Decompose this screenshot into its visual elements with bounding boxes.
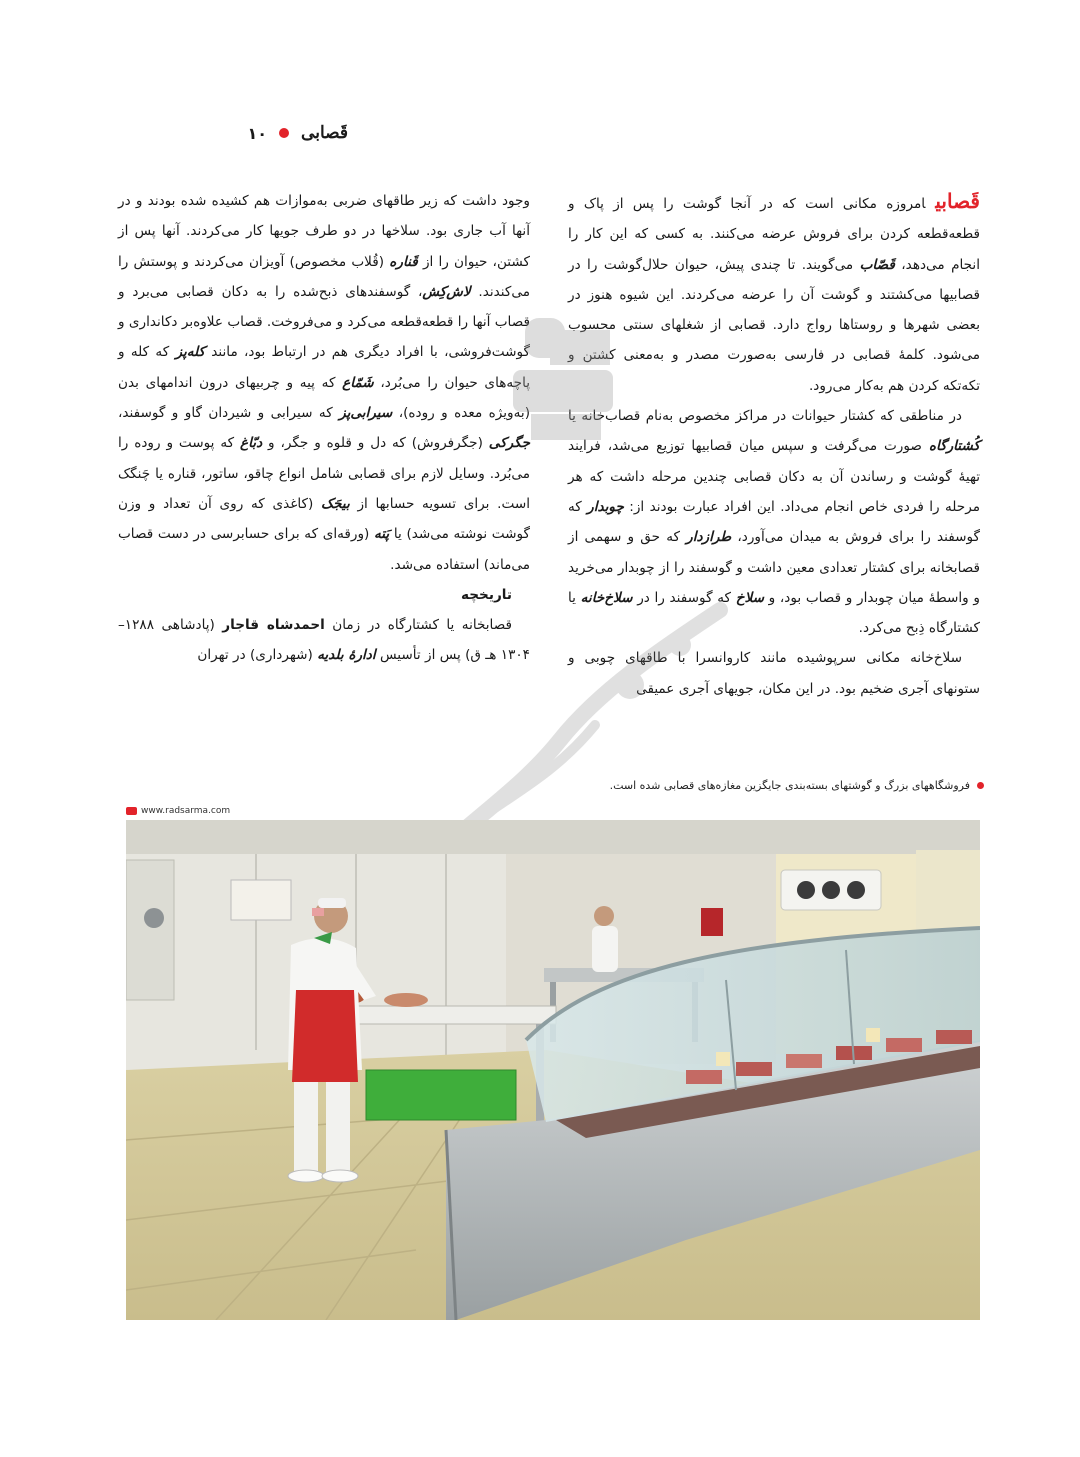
keyword: جگرکی [488, 435, 531, 452]
stamp-watermark [505, 310, 620, 445]
paragraph [118, 186, 530, 580]
keyword: لاش‌کِش [422, 283, 471, 300]
page-number: ۱۰ [247, 123, 268, 143]
keyword: شَمّاع [342, 374, 374, 391]
text-run: (جگرفروش) که دل و قلوه و جگر، و [262, 435, 489, 452]
text-run: که پوست و روده را می‌بُرد. وسایل لازم برای قصابی شامل انواع چاقو، ساتور، قناره یا چَنگک است. برای تسویه حسابها از [118, 435, 530, 512]
text-run: که کله و پاچه‌های حیوان را می‌بُرد، [118, 344, 531, 391]
butcher-shop-photo [126, 820, 980, 1320]
text-run: امروزه مکانی است که در آنجا گوشت را پس از پاک و قطعه‌قطعه کردن برای فروش عرضه می‌کنند. به کسی که این کار را انجام می‌دهد، [568, 196, 980, 273]
text-run: (قُلاب مخصوص) آویزان می‌کردند و پوستش را می‌کندند. [118, 253, 530, 300]
keyword: چوبدار [587, 498, 624, 515]
text-run: قصابخانه یا کشتارگاه در زمان [324, 617, 512, 634]
keyword: ادارهٔ بلدیه [317, 647, 376, 664]
keyword: کُشتارگاه [928, 438, 980, 455]
text-run: ، گوسفندهای ذبح‌شده را به دکان قصابی می‌برد و قصاب آنها را قطعه‌قطعه می‌کرد و می‌فروخت. قصاب علاوه‌بر دکانداری و گوشت‌فروشی، با افراد دیگری هم در ارتباط بود، مانند [118, 283, 530, 361]
text-run: می‌گویند. تا چندی پیش، حیوان حلال‌گوشت را در قصابیها می‌کشتند و گوشت آن را عرضه می‌کردند. این شیوه هنوز در بعضی شهرها و روستاها رواج دارد. قصابی از شغلهای سنتی محسوب می‌شود. کلمهٔ قصابی در فارسی به‌صورت مصدر و به‌معنی کشتن و تکه‌تکه کردن هم به‌کار می‌رود. [568, 256, 980, 394]
text-run: سلاخ‌خانه مکانی سرپوشیده مانند کاروانسرا با طاقهای چوبی و ستونهای آجری ضخیم بود. در این مکان، جویهای آجری عمیقی [568, 650, 980, 697]
text-run: که حق و سهمی از قصابخانه برای کشتار تعدادی معین داشت و گوسفند را از چوبدار می‌خرید و واسطهٔ میان چوبدار و قصاب بود، و [568, 529, 980, 606]
photo-credit [126, 806, 230, 816]
keyword: قَصّاب [859, 256, 895, 273]
section-heading: تاریخچه [461, 586, 512, 603]
keyword: دبّاغ [240, 435, 263, 452]
figure-caption [264, 779, 984, 792]
keyword: طرازدار [686, 529, 732, 546]
running-header [118, 118, 348, 148]
caption-text: فروشگاههای بزرگ و گوشتهای بسته‌بندی جایگزین مغازه‌های قصابی شده است. [609, 779, 970, 792]
keyword: کله‌پز [175, 344, 205, 361]
text-run: (کاغذی که روی آن تعداد و وزن گوشت نوشته می‌شد) یا [118, 495, 531, 543]
text-run: که پیه و چربیهای درون اندامهای بدن (به‌ویژه معده و روده)، [118, 374, 530, 422]
bullet-icon [977, 782, 984, 789]
text-run: وجود داشت که زیر طاقهای ضربی به‌موازات هم کشیده شده بودند و در آنها آب جاری بود. سلاخها در دو طرف جویها کار می‌کردند. آنها پس از کشتن، حیوان را از [118, 193, 530, 270]
lead-word: قَصابی [935, 189, 980, 213]
camera-icon [126, 807, 137, 815]
text-run: که گوسفند را برای فروش به میدان می‌آورد، [568, 498, 980, 546]
keyword: بیجَک [320, 495, 350, 512]
text-run: (پادشاهی ۱۲۸۸–۱۳۰۴ هـ ق) پس از تأسیس [118, 617, 530, 664]
text-run: در مناطقی که کشتار حیوانات در مراکز مخصوص به‌نام قصاب‌خانه یا [568, 408, 962, 425]
keyword: سلاخ [735, 589, 764, 606]
text-run: صورت می‌گرفت و سپس میان قصابیها توزیع می‌شد، فرایند تهیهٔ گوشت و رساندن آن به دکان قصابی چندین مرحله داشت که هر مرحله را فردی خاص انجام می‌داد. این افراد عبارت بودند از: [568, 438, 980, 515]
bold-term: احمدشاه قاجار [222, 617, 325, 634]
text-run: (شهرداری) در تهران [197, 647, 318, 664]
running-title: قَصابی [301, 123, 348, 143]
text-run: یا کشتارگاه ذِبح می‌کرد. [568, 589, 980, 637]
keyword: پَته [374, 526, 390, 543]
header-dot-icon [279, 128, 289, 138]
paragraph [568, 186, 980, 401]
keyword: قَناره [389, 253, 418, 270]
text-run: که سیرابی و شیردان گاو و گوسفند، [118, 405, 340, 422]
text-run: که گوسفند را در [632, 589, 736, 606]
keyword: سیرابی‌پز [339, 405, 393, 422]
credit-text: www.radsarma.com [141, 806, 231, 816]
text-run: (ورقه‌ای که برای حسابرسی در دست قصاب می‌ماند) استفاده می‌شد. [118, 526, 530, 573]
keyword: سلاخ‌خانه [580, 589, 633, 606]
